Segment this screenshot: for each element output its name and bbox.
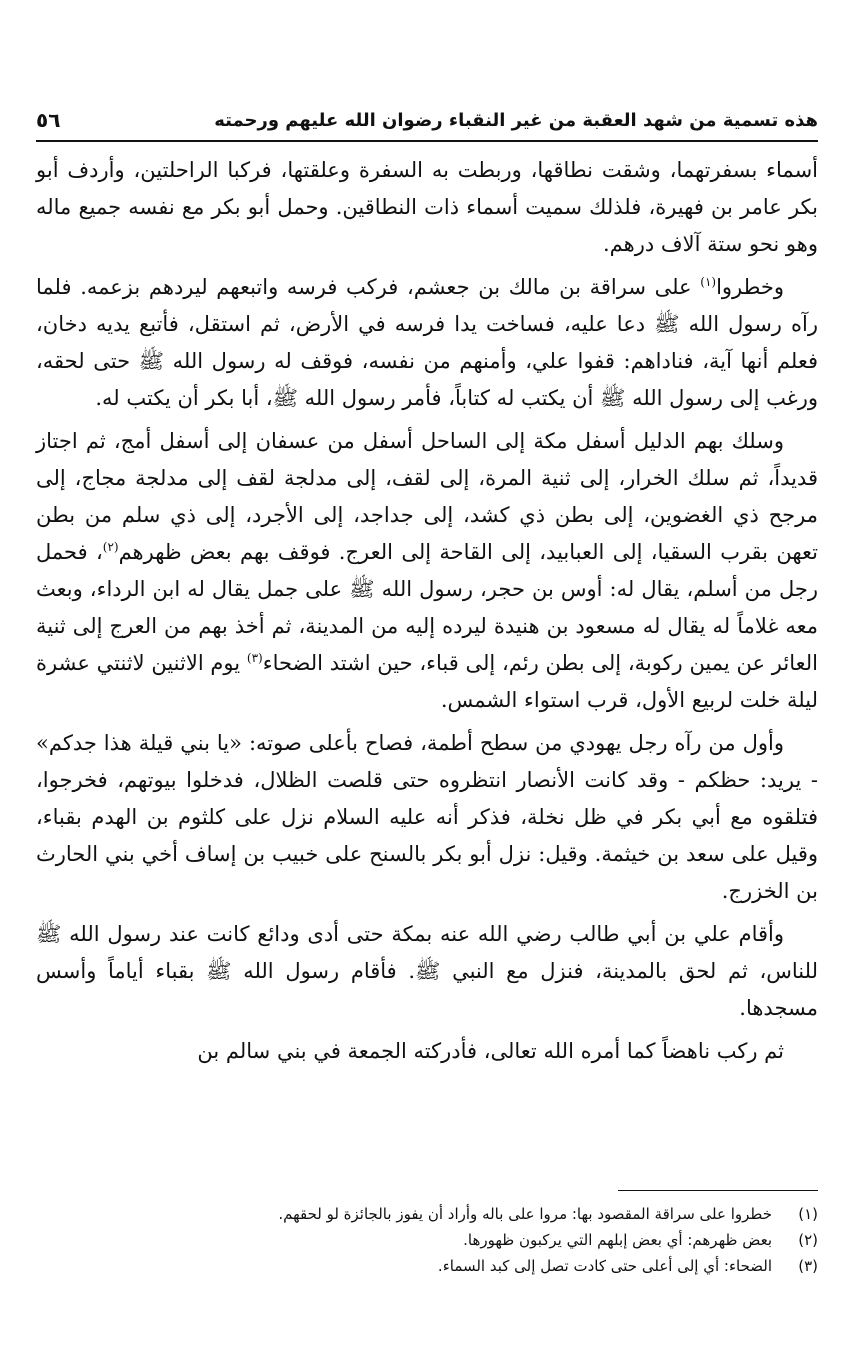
footnote-ref: (١): [700, 275, 717, 289]
text-run: وخطروا: [716, 275, 784, 299]
text-run: وأول من رآه رجل يهودي من سطح أطمة، فصاح بأعلى صوته: «يا بني قيلة هذا جدكم» - يريد: حظكم - وقد كانت الأنصار انتظروه حتى قلصت الظلال، فدخلوا بيوتهم، فخرجوا، فتلقوه مع أبي بكر في ظل نخلة، فذكر أنه عليه السلام نزل على كلثوم بن الهدم بقباء، وقيل على سعد بن خيثمة. وقيل: نزل أبو بكر بالسنح على خبيب بن إساف أخي بني الحارث بن الخزرج.: [36, 731, 818, 903]
footnote-text: بعض ظهرهم: أي بعض إبلهم التي يركبون ظهورها.: [463, 1231, 772, 1249]
paragraph: [36, 423, 818, 719]
text-run: ، فحمل رجل من أسلم، يقال له: أوس بن حجر، رسول الله ﷺ على جمل يقال له ابن الرداء، وبعث معه غلاماً له يقال له مسعود بن هنيدة ليرده إليه من المدينة، ثم أخذ بهم من العرج إلى ثنية العائر عن يمين ركوبة، إلى بطن رئم، إلى قباء، حين اشتد الضحاء: [36, 540, 818, 675]
footnote: [40, 1201, 818, 1227]
footnote-divider: [618, 1190, 818, 1191]
paragraph: [36, 1033, 818, 1070]
paragraph: [36, 269, 818, 417]
text-run: وسلك بهم الدليل أسفل مكة إلى الساحل أسفل من عسفان إلى أسفل أمج، ثم اجتاز قديداً، ثم سلك الخرار، إلى ثنية المرة، إلى لقف، إلى مدلجة لقف إلى مدلجة مجاج، إلى مرجح ذي الغضوين، إلى بطن ذي كشد، إلى جداجد، إلى الأجرد، إلى ذي سلم من بطن تعهن بقرب السقيا، إلى العبابيد، إلى القاحة إلى العرج. فوقف بهم بعض ظهرهم: [36, 429, 818, 564]
page-number: ٥٦: [36, 108, 61, 132]
footnotes: [40, 1190, 818, 1279]
paragraph: [36, 152, 818, 263]
footnote-number: (٣): [798, 1257, 818, 1275]
footnote: [40, 1227, 818, 1253]
paragraph: [36, 725, 818, 910]
text-run: ثم ركب ناهضاً كما أمره الله تعالى، فأدركته الجمعة في بني سالم بن: [197, 1039, 784, 1063]
main-text: [36, 152, 818, 1076]
footnote: [40, 1253, 818, 1279]
footnote-ref: (٣): [246, 651, 263, 665]
paragraph: [36, 916, 818, 1027]
text-run: على سراقة بن مالك بن جعشم، فركب فرسه واتبعهم ليردهم بزعمه. فلما رآه رسول الله ﷺ دعا عليه، فساخت يدا فرسه في الأرض، ثم استقل، فأتبع يديه دخان، فعلم أنها آية، فناداهم: قفوا علي، وأمنهم من نفسه، فوقف له رسول الله ﷺ حتى لحقه، ورغب إلى رسول الله ﷺ أن يكتب له كتاباً، فأمر رسول الله ﷺ، أبا بكر أن يكتب له.: [36, 275, 818, 410]
text-run: يوم الاثنين لاثنتي عشرة ليلة خلت لربيع الأول، قرب استواء الشمس.: [36, 651, 818, 712]
footnote-number: (١): [798, 1205, 818, 1223]
text-run: أسماء بسفرتهما، وشقت نطاقها، وربطت به السفرة وعلقتها، فركبا الراحلتين، وأردف أبو بكر عامر بن فهيرة، فلذلك سميت أسماء ذات النطاقين. وحمل أبو بكر مع نفسه جميع ماله وهو نحو ستة آلاف درهم.: [36, 158, 818, 256]
header-title: هذه تسمية من شهد العقبة من غير النقباء رضوان الله عليهم ورحمته: [214, 109, 818, 131]
footnote-number: (٢): [798, 1231, 818, 1249]
footnote-text: خطروا على سراقة المقصود بها: مروا على باله وأراد أن يفوز بالجائزة لو لحقهم.: [278, 1205, 772, 1223]
text-run: وأقام علي بن أبي طالب رضي الله عنه بمكة حتى أدى ودائع كانت عند رسول الله ﷺ للناس، ثم لحق بالمدينة، فنزل مع النبي ﷺ. فأقام رسول الله ﷺ بقباء أياماً وأسس مسجدها.: [36, 922, 818, 1020]
footnote-ref: (٢): [102, 540, 119, 554]
running-header: [36, 100, 818, 142]
footnote-text: الضحاء: أي إلى أعلى حتى كادت تصل إلى كبد السماء.: [437, 1257, 772, 1275]
